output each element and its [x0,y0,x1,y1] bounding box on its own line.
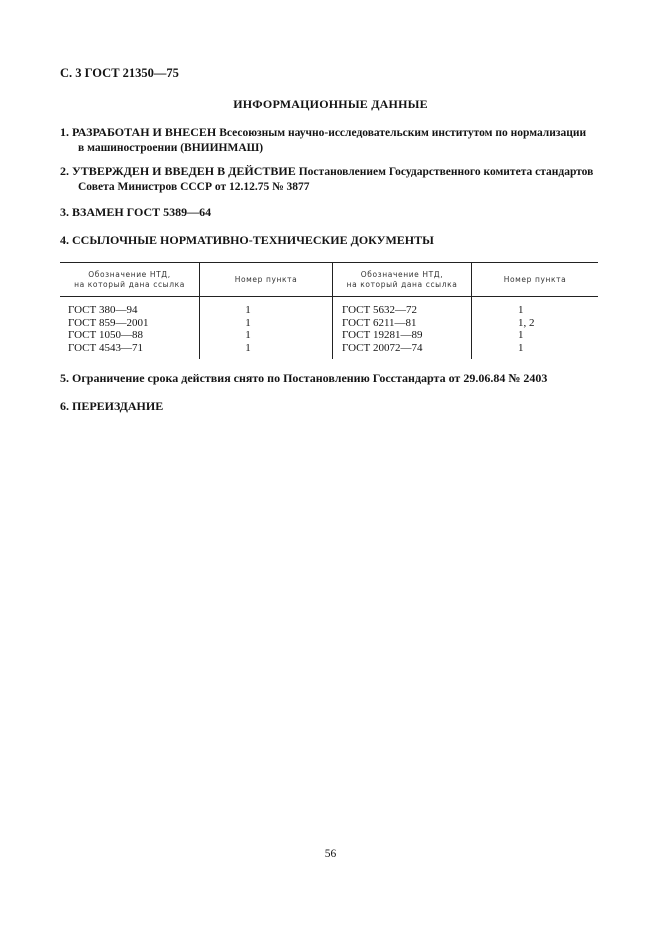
table-header-doc-right [333,266,471,294]
header-line: Обозначение НТД, [360,270,444,279]
table-top-rule [60,262,598,263]
left-doc-column [68,304,148,354]
item-3-heading: 3. ВЗАМЕН ГОСТ 5389—64 [60,205,212,219]
table-header-doc-left [60,266,199,294]
table-cell-clause: 1 [518,341,524,354]
info-item-1 [60,125,620,156]
table-cell-clause: 1 [245,304,251,316]
table-cell-clause: 1 [245,329,251,341]
item-4-heading: 4. ССЫЛОЧНЫЕ НОРМАТИВНО-ТЕХНИЧЕСКИЕ ДОКУМЕНТЫ [60,233,434,247]
table-cell-clause: 1 [245,316,251,329]
section-title: ИНФОРМАЦИОННЫЕ ДАННЫЕ [233,97,428,111]
table-cell-clause: 1 [245,341,251,354]
right-clause-column [518,304,535,354]
table-cell-clause: 1 [518,304,524,316]
item-1-heading: 1. РАЗРАБОТАН И ВНЕСЕН [60,125,217,139]
info-item-6 [60,399,620,414]
table-header-clause-right [472,266,598,294]
reference-documents-table [60,262,598,359]
info-item-5 [60,371,620,386]
left-clause-column [220,304,276,354]
info-item-2 [60,164,620,195]
header-line: на который дана ссылка [74,280,185,289]
table-cell-clause: 1, 2 [518,316,535,329]
right-doc-column [342,304,422,354]
table-cell-doc: ГОСТ 20072—74 [342,341,423,354]
table-header-rule [60,296,598,297]
item-2-heading: 2. УТВЕРЖДЕН И ВВЕДЕН В ДЕЙСТВИЕ [60,164,296,178]
table-cell-doc: ГОСТ 380—94 [68,304,138,316]
table-cell-doc: ГОСТ 19281—89 [342,329,423,341]
item-1-text-line1: Всесоюзным научно-исследовательским институтом по нормализации [219,127,587,139]
table-header-clause-left [200,266,332,294]
table-cell-doc: ГОСТ 1050—88 [68,329,143,341]
table-cell-doc: ГОСТ 5632—72 [342,304,417,316]
info-item-3 [60,205,620,220]
header-line: на который дана ссылка [346,280,458,289]
header-line: Номер пункта [234,275,298,284]
item-5-heading: 5. Ограничение срока действия снято по Постановлению Госстандарта от 29.06.84 № 2403 [60,371,548,385]
info-item-4 [60,233,620,248]
header-line: Обозначение НТД, [88,270,171,279]
table-cell-doc: ГОСТ 4543—71 [68,341,143,354]
table-cell-clause: 1 [518,329,524,341]
header-line: Номер пункта [503,275,567,284]
item-1-text-line2: в машиностроении (ВНИИНМАШ) [78,142,264,154]
table-cell-doc: ГОСТ 6211—81 [342,316,417,329]
item-6-heading: 6. ПЕРЕИЗДАНИЕ [60,399,164,413]
item-2-text-line1: Постановлением Государственного комитета стандартов [298,166,594,178]
page-header: С. 3 ГОСТ 21350—75 [60,66,179,80]
table-cell-doc: ГОСТ 859—2001 [68,316,149,329]
item-2-text-line2: Совета Министров СССР от 12.12.75 № 3877 [78,181,310,193]
page-number: 56 [324,848,337,860]
